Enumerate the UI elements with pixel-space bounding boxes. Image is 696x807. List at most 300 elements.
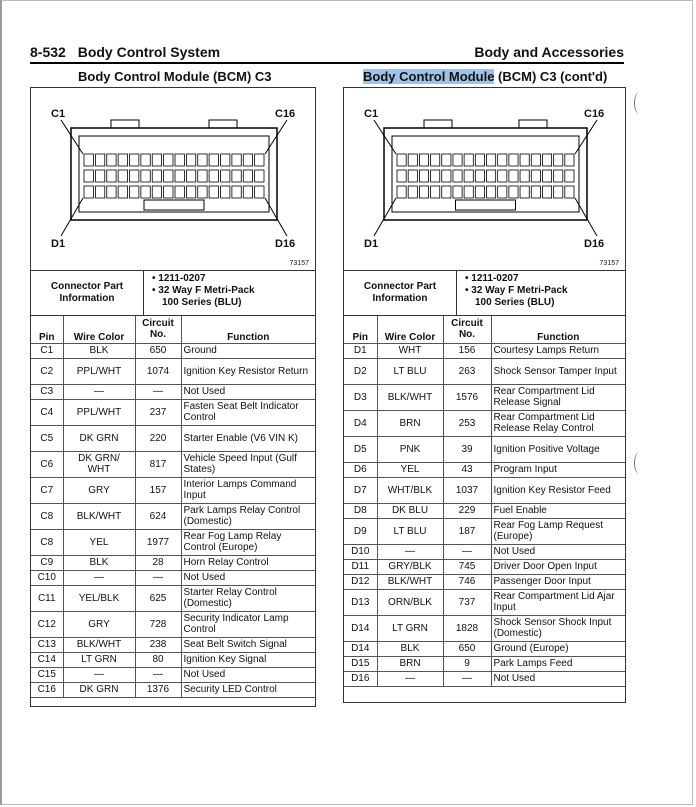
terminal-cavity — [209, 170, 218, 182]
table-row — [31, 384, 315, 399]
table-row — [31, 667, 315, 682]
terminal-cavity — [221, 170, 230, 182]
terminal-cavity — [107, 154, 116, 166]
function-cell: Passenger Door Input — [491, 574, 625, 589]
wire-color-cell: WHT/BLK — [377, 477, 443, 503]
wire-color-cell: — — [63, 667, 135, 682]
circuit-cell: 39 — [443, 436, 491, 462]
table-row — [31, 477, 315, 503]
table-row — [344, 436, 625, 462]
table-row — [344, 518, 625, 544]
terminal-cavity — [542, 154, 551, 166]
terminal-cavity — [442, 170, 451, 182]
part-description: • 32 Way F Metri-Pack — [465, 285, 568, 296]
terminal-cavity — [453, 154, 462, 166]
col-wire: Wire Color — [63, 316, 135, 343]
connector-info — [344, 271, 625, 316]
wire-color-cell: BLK/WHT — [63, 637, 135, 652]
col-wire: Wire Color — [377, 316, 443, 343]
leader-line-d16 — [265, 198, 287, 236]
col-circuit: Circuit No. — [443, 316, 491, 343]
function-cell: Rear Compartment Lid Release Relay Control — [491, 410, 625, 436]
pin-cell: C9 — [31, 555, 63, 570]
function-cell: Rear Fog Lamp Relay Control (Europe) — [181, 529, 315, 555]
page-number: 8-532 — [30, 44, 66, 60]
connector-key — [144, 200, 204, 210]
table-row — [344, 358, 625, 384]
terminal-cavity — [118, 170, 127, 182]
terminal-cavity — [408, 186, 417, 198]
wire-color-cell: YEL — [377, 462, 443, 477]
table-row — [31, 637, 315, 652]
terminal-cavity — [95, 186, 104, 198]
terminal-cavity — [95, 154, 104, 166]
terminal-cavity — [453, 186, 462, 198]
terminal-cavity — [442, 154, 451, 166]
pin-cell: D8 — [344, 503, 377, 518]
terminal-cavity — [175, 186, 184, 198]
terminal-cavity — [198, 170, 207, 182]
part-number: • 1211-0207 — [152, 273, 206, 284]
function-cell: Ignition Key Resistor Return — [181, 358, 315, 384]
label-d1: D1 — [51, 238, 66, 250]
circuit-cell: 817 — [135, 451, 181, 477]
function-cell: Courtesy Lamps Return — [491, 343, 625, 358]
leader-line-c16 — [265, 120, 287, 154]
terminal-cavity — [397, 186, 406, 198]
circuit-cell: 650 — [443, 641, 491, 656]
terminal-cavity — [498, 154, 507, 166]
circuit-cell: 1037 — [443, 477, 491, 503]
function-cell: Ground — [181, 343, 315, 358]
function-cell: Park Lamps Feed — [491, 656, 625, 671]
pin-cell: C14 — [31, 652, 63, 667]
table-row — [344, 589, 625, 615]
function-cell: Fuel Enable — [491, 503, 625, 518]
terminal-cavity — [221, 186, 230, 198]
wire-color-cell: — — [63, 384, 135, 399]
terminal-cavity — [419, 154, 428, 166]
table-row — [344, 574, 625, 589]
table-row — [344, 343, 625, 358]
terminal-cavity — [408, 170, 417, 182]
terminal-cavity — [554, 170, 563, 182]
circuit-cell: 238 — [135, 637, 181, 652]
terminal-cavity — [554, 154, 563, 166]
wire-color-cell: ORN/BLK — [377, 589, 443, 615]
part-series: 100 Series (BLU) — [162, 297, 242, 308]
terminal-cavity — [164, 186, 173, 198]
table-row — [31, 425, 315, 451]
circuit-cell: 28 — [135, 555, 181, 570]
pin-cell: D10 — [344, 544, 377, 559]
page-edge-mark — [634, 92, 645, 114]
pin-cell: D6 — [344, 462, 377, 477]
terminal-cavity — [198, 154, 207, 166]
connector-key — [456, 200, 516, 210]
terminal-cavity — [397, 154, 406, 166]
function-cell: Not Used — [181, 384, 315, 399]
circuit-cell: 737 — [443, 589, 491, 615]
pinout-table — [344, 316, 625, 687]
label-c1: C1 — [51, 108, 66, 120]
circuit-cell: 43 — [443, 462, 491, 477]
terminal-cavity — [243, 154, 252, 166]
connector-info — [31, 271, 315, 316]
terminal-cavity — [498, 170, 507, 182]
left-table-title: Body Control Module (BCM) C3 — [78, 69, 272, 84]
terminal-cavity — [542, 186, 551, 198]
leader-line-c1 — [61, 120, 83, 154]
terminal-cavity — [130, 170, 139, 182]
latch — [424, 120, 452, 128]
function-cell: Shock Sensor Shock Input (Domestic) — [491, 615, 625, 641]
terminal-cavity — [130, 154, 139, 166]
table-row — [31, 682, 315, 697]
circuit-cell: 253 — [443, 410, 491, 436]
wire-color-cell: — — [377, 544, 443, 559]
pin-cell: D7 — [344, 477, 377, 503]
label-d1: D1 — [364, 238, 379, 250]
terminal-cavity — [175, 154, 184, 166]
terminal-cavity — [255, 154, 264, 166]
part-series: 100 Series (BLU) — [475, 297, 555, 308]
label-c16: C16 — [584, 108, 605, 120]
pin-cell: C11 — [31, 585, 63, 611]
terminal-cavity — [141, 154, 150, 166]
terminal-cavity — [141, 170, 150, 182]
terminal-cavity — [397, 170, 406, 182]
terminal-cavity — [464, 170, 473, 182]
function-cell: Interior Lamps Command Input — [181, 477, 315, 503]
pin-cell: D2 — [344, 358, 377, 384]
terminal-cavity — [152, 170, 161, 182]
terminal-cavity — [141, 186, 150, 198]
terminal-cavity — [431, 154, 440, 166]
table-row — [344, 384, 625, 410]
wire-color-cell: BLK/WHT — [63, 503, 135, 529]
terminal-cavity — [243, 170, 252, 182]
pin-cell: D14 — [344, 615, 377, 641]
function-cell: Not Used — [491, 544, 625, 559]
terminal-cavity — [255, 186, 264, 198]
terminal-cavity — [186, 154, 195, 166]
table-row — [344, 503, 625, 518]
function-cell: Ignition Key Signal — [181, 652, 315, 667]
label-c16: C16 — [275, 108, 296, 120]
terminal-cavity — [520, 154, 529, 166]
table-row — [344, 544, 625, 559]
latch — [111, 120, 139, 128]
page-header-right: Body and Accessories — [474, 44, 624, 60]
wire-color-cell: BLK/WHT — [377, 384, 443, 410]
terminal-cavity — [453, 170, 462, 182]
wire-color-cell: DK GRN — [63, 425, 135, 451]
wire-color-cell: WHT — [377, 343, 443, 358]
circuit-cell: 1074 — [135, 358, 181, 384]
figure-number: 73157 — [289, 260, 309, 267]
wire-color-cell: — — [63, 570, 135, 585]
table-row — [344, 559, 625, 574]
function-cell: Security LED Control — [181, 682, 315, 697]
circuit-cell: 157 — [135, 477, 181, 503]
circuit-cell: 650 — [135, 343, 181, 358]
terminal-cavity — [464, 154, 473, 166]
wire-color-cell: GRY/BLK — [377, 559, 443, 574]
terminal-cavity — [487, 186, 496, 198]
table-row — [344, 641, 625, 656]
header-rule — [30, 62, 624, 64]
pin-cell: C3 — [31, 384, 63, 399]
pin-cell: C15 — [31, 667, 63, 682]
terminal-cavity — [464, 186, 473, 198]
wire-color-cell: BLK — [63, 343, 135, 358]
function-cell: Driver Door Open Input — [491, 559, 625, 574]
pin-cell: C8 — [31, 503, 63, 529]
pin-cell: D15 — [344, 656, 377, 671]
terminal-cavity — [531, 186, 540, 198]
terminal-cavity — [255, 170, 264, 182]
circuit-cell: 624 — [135, 503, 181, 529]
function-cell: Security Indicator Lamp Control — [181, 611, 315, 637]
table-row — [344, 410, 625, 436]
circuit-cell: 746 — [443, 574, 491, 589]
function-cell: Vehicle Speed Input (Gulf States) — [181, 451, 315, 477]
table-row — [31, 570, 315, 585]
function-cell: Rear Fog Lamp Request (Europe) — [491, 518, 625, 544]
wire-color-cell: DK BLU — [377, 503, 443, 518]
terminal-cavity — [209, 186, 218, 198]
terminal-cavity — [431, 186, 440, 198]
circuit-cell: — — [135, 667, 181, 682]
latch — [209, 120, 237, 128]
terminal-cavity — [531, 154, 540, 166]
terminal-cavity — [542, 170, 551, 182]
leader-line-d1 — [61, 198, 83, 236]
circuit-cell: 187 — [443, 518, 491, 544]
circuit-cell: 745 — [443, 559, 491, 574]
terminal-cavity — [164, 154, 173, 166]
pin-cell: C1 — [31, 343, 63, 358]
wire-color-cell: LT BLU — [377, 518, 443, 544]
left-connector-panel — [30, 87, 316, 707]
terminal-cavity — [509, 154, 518, 166]
leader-line-d16 — [575, 198, 597, 236]
section-title: Body Control System — [77, 44, 221, 60]
terminal-cavity — [431, 170, 440, 182]
wire-color-cell: LT GRN — [377, 615, 443, 641]
figure-number: 73157 — [599, 260, 619, 267]
wire-color-cell: BRN — [377, 410, 443, 436]
circuit-cell: 263 — [443, 358, 491, 384]
table-row — [344, 615, 625, 641]
terminal-cavity — [419, 186, 428, 198]
pin-cell: D1 — [344, 343, 377, 358]
terminal-cavity — [186, 186, 195, 198]
wire-color-cell: DK GRN — [63, 682, 135, 697]
function-cell: Not Used — [491, 671, 625, 686]
col-pin: Pin — [344, 316, 377, 343]
function-cell: Seat Belt Switch Signal — [181, 637, 315, 652]
terminal-cavity — [221, 154, 230, 166]
terminal-cavity — [520, 170, 529, 182]
part-number: • 1211-0207 — [465, 273, 519, 284]
function-cell: Not Used — [181, 570, 315, 585]
table-row — [31, 399, 315, 425]
terminal-cavity — [107, 186, 116, 198]
col-circuit: Circuit No. — [135, 316, 181, 343]
circuit-cell: 9 — [443, 656, 491, 671]
wire-color-cell: BRN — [377, 656, 443, 671]
circuit-cell: — — [135, 384, 181, 399]
pin-cell: C16 — [31, 682, 63, 697]
pin-cell: D3 — [344, 384, 377, 410]
terminal-cavity — [531, 170, 540, 182]
circuit-cell: 220 — [135, 425, 181, 451]
pin-cell: C7 — [31, 477, 63, 503]
function-cell: Starter Enable (V6 VIN K) — [181, 425, 315, 451]
function-cell: Fasten Seat Belt Indicator Control — [181, 399, 315, 425]
page-edge-mark — [634, 452, 645, 474]
terminal-cavity — [565, 186, 574, 198]
table-row — [344, 462, 625, 477]
wire-color-cell: BLK/WHT — [377, 574, 443, 589]
table-row — [31, 555, 315, 570]
table-row — [344, 656, 625, 671]
terminal-cavity — [475, 170, 484, 182]
pin-cell: C6 — [31, 451, 63, 477]
function-cell: Starter Relay Control (Domestic) — [181, 585, 315, 611]
pin-cell: C5 — [31, 425, 63, 451]
right-table-title: Body Control Module (BCM) C3 (cont'd) — [363, 69, 608, 84]
terminal-cavity — [186, 170, 195, 182]
terminal-cavity — [175, 170, 184, 182]
label-d16: D16 — [584, 238, 605, 250]
function-cell: Rear Compartment Lid Release Signal — [491, 384, 625, 410]
circuit-cell: 1376 — [135, 682, 181, 697]
pin-cell: C8 — [31, 529, 63, 555]
terminal-cavity — [152, 186, 161, 198]
terminal-cavity — [84, 170, 93, 182]
terminal-cavity — [498, 186, 507, 198]
wire-color-cell: YEL/BLK — [63, 585, 135, 611]
connector-diagram — [31, 88, 315, 271]
pin-cell: D4 — [344, 410, 377, 436]
function-cell: Shock Sensor Tamper Input — [491, 358, 625, 384]
terminal-cavity — [442, 186, 451, 198]
pin-cell: C4 — [31, 399, 63, 425]
terminal-cavity — [487, 170, 496, 182]
wire-color-cell: PPL/WHT — [63, 399, 135, 425]
terminal-cavity — [565, 170, 574, 182]
right-connector-panel — [343, 87, 626, 703]
wire-color-cell: LT GRN — [63, 652, 135, 667]
col-pin: Pin — [31, 316, 63, 343]
circuit-cell: 1828 — [443, 615, 491, 641]
terminal-cavity — [232, 154, 241, 166]
function-cell: Ignition Key Resistor Feed — [491, 477, 625, 503]
circuit-cell: 625 — [135, 585, 181, 611]
latch — [519, 120, 547, 128]
wire-color-cell: BLK — [63, 555, 135, 570]
leader-line-c1 — [374, 120, 396, 154]
terminal-cavity — [84, 154, 93, 166]
terminal-cavity — [130, 186, 139, 198]
pin-cell: C2 — [31, 358, 63, 384]
col-function: Function — [491, 316, 625, 343]
terminal-cavity — [554, 186, 563, 198]
circuit-cell: 229 — [443, 503, 491, 518]
terminal-cavity — [198, 186, 207, 198]
table-row — [344, 477, 625, 503]
function-cell: Ground (Europe) — [491, 641, 625, 656]
wire-color-cell: DK GRN/ WHT — [63, 451, 135, 477]
wire-color-cell: PNK — [377, 436, 443, 462]
table-row — [31, 529, 315, 555]
circuit-cell: — — [443, 544, 491, 559]
wire-color-cell: GRY — [63, 477, 135, 503]
terminal-cavity — [164, 170, 173, 182]
circuit-cell: 1977 — [135, 529, 181, 555]
table-row — [31, 343, 315, 358]
function-cell: Not Used — [181, 667, 315, 682]
wire-color-cell: PPL/WHT — [63, 358, 135, 384]
terminal-cavity — [475, 154, 484, 166]
terminal-cavity — [243, 186, 252, 198]
circuit-cell: 237 — [135, 399, 181, 425]
wire-color-cell: GRY — [63, 611, 135, 637]
terminal-cavity — [95, 170, 104, 182]
terminal-cavity — [419, 170, 428, 182]
terminal-cavity — [475, 186, 484, 198]
table-row — [31, 611, 315, 637]
terminal-cavity — [509, 186, 518, 198]
pinout-table — [31, 316, 315, 698]
terminal-cavity — [232, 186, 241, 198]
table-row — [31, 358, 315, 384]
pin-cell: D14 — [344, 641, 377, 656]
function-cell: Park Lamps Relay Control (Domestic) — [181, 503, 315, 529]
wire-color-cell: — — [377, 671, 443, 686]
label-c1: C1 — [364, 108, 379, 120]
terminal-cavity — [152, 154, 161, 166]
col-function: Function — [181, 316, 315, 343]
table-row — [31, 652, 315, 667]
part-description: • 32 Way F Metri-Pack — [152, 285, 255, 296]
pin-cell: C10 — [31, 570, 63, 585]
terminal-cavity — [487, 154, 496, 166]
wire-color-cell: YEL — [63, 529, 135, 555]
circuit-cell: 1576 — [443, 384, 491, 410]
function-cell: Horn Relay Control — [181, 555, 315, 570]
function-cell: Rear Compartment Lid Ajar Input — [491, 589, 625, 615]
highlighted-title-text[interactable]: Body Control Module — [363, 69, 495, 84]
terminal-cavity — [232, 170, 241, 182]
table-row — [31, 503, 315, 529]
terminal-cavity — [565, 154, 574, 166]
circuit-cell: 156 — [443, 343, 491, 358]
pin-cell: D16 — [344, 671, 377, 686]
terminal-cavity — [107, 170, 116, 182]
label-d16: D16 — [275, 238, 296, 250]
pin-cell: D9 — [344, 518, 377, 544]
leader-line-c16 — [575, 120, 597, 154]
pin-cell: D12 — [344, 574, 377, 589]
page-header-left — [30, 44, 220, 60]
terminal-cavity — [209, 154, 218, 166]
circuit-cell: 80 — [135, 652, 181, 667]
terminal-cavity — [118, 154, 127, 166]
